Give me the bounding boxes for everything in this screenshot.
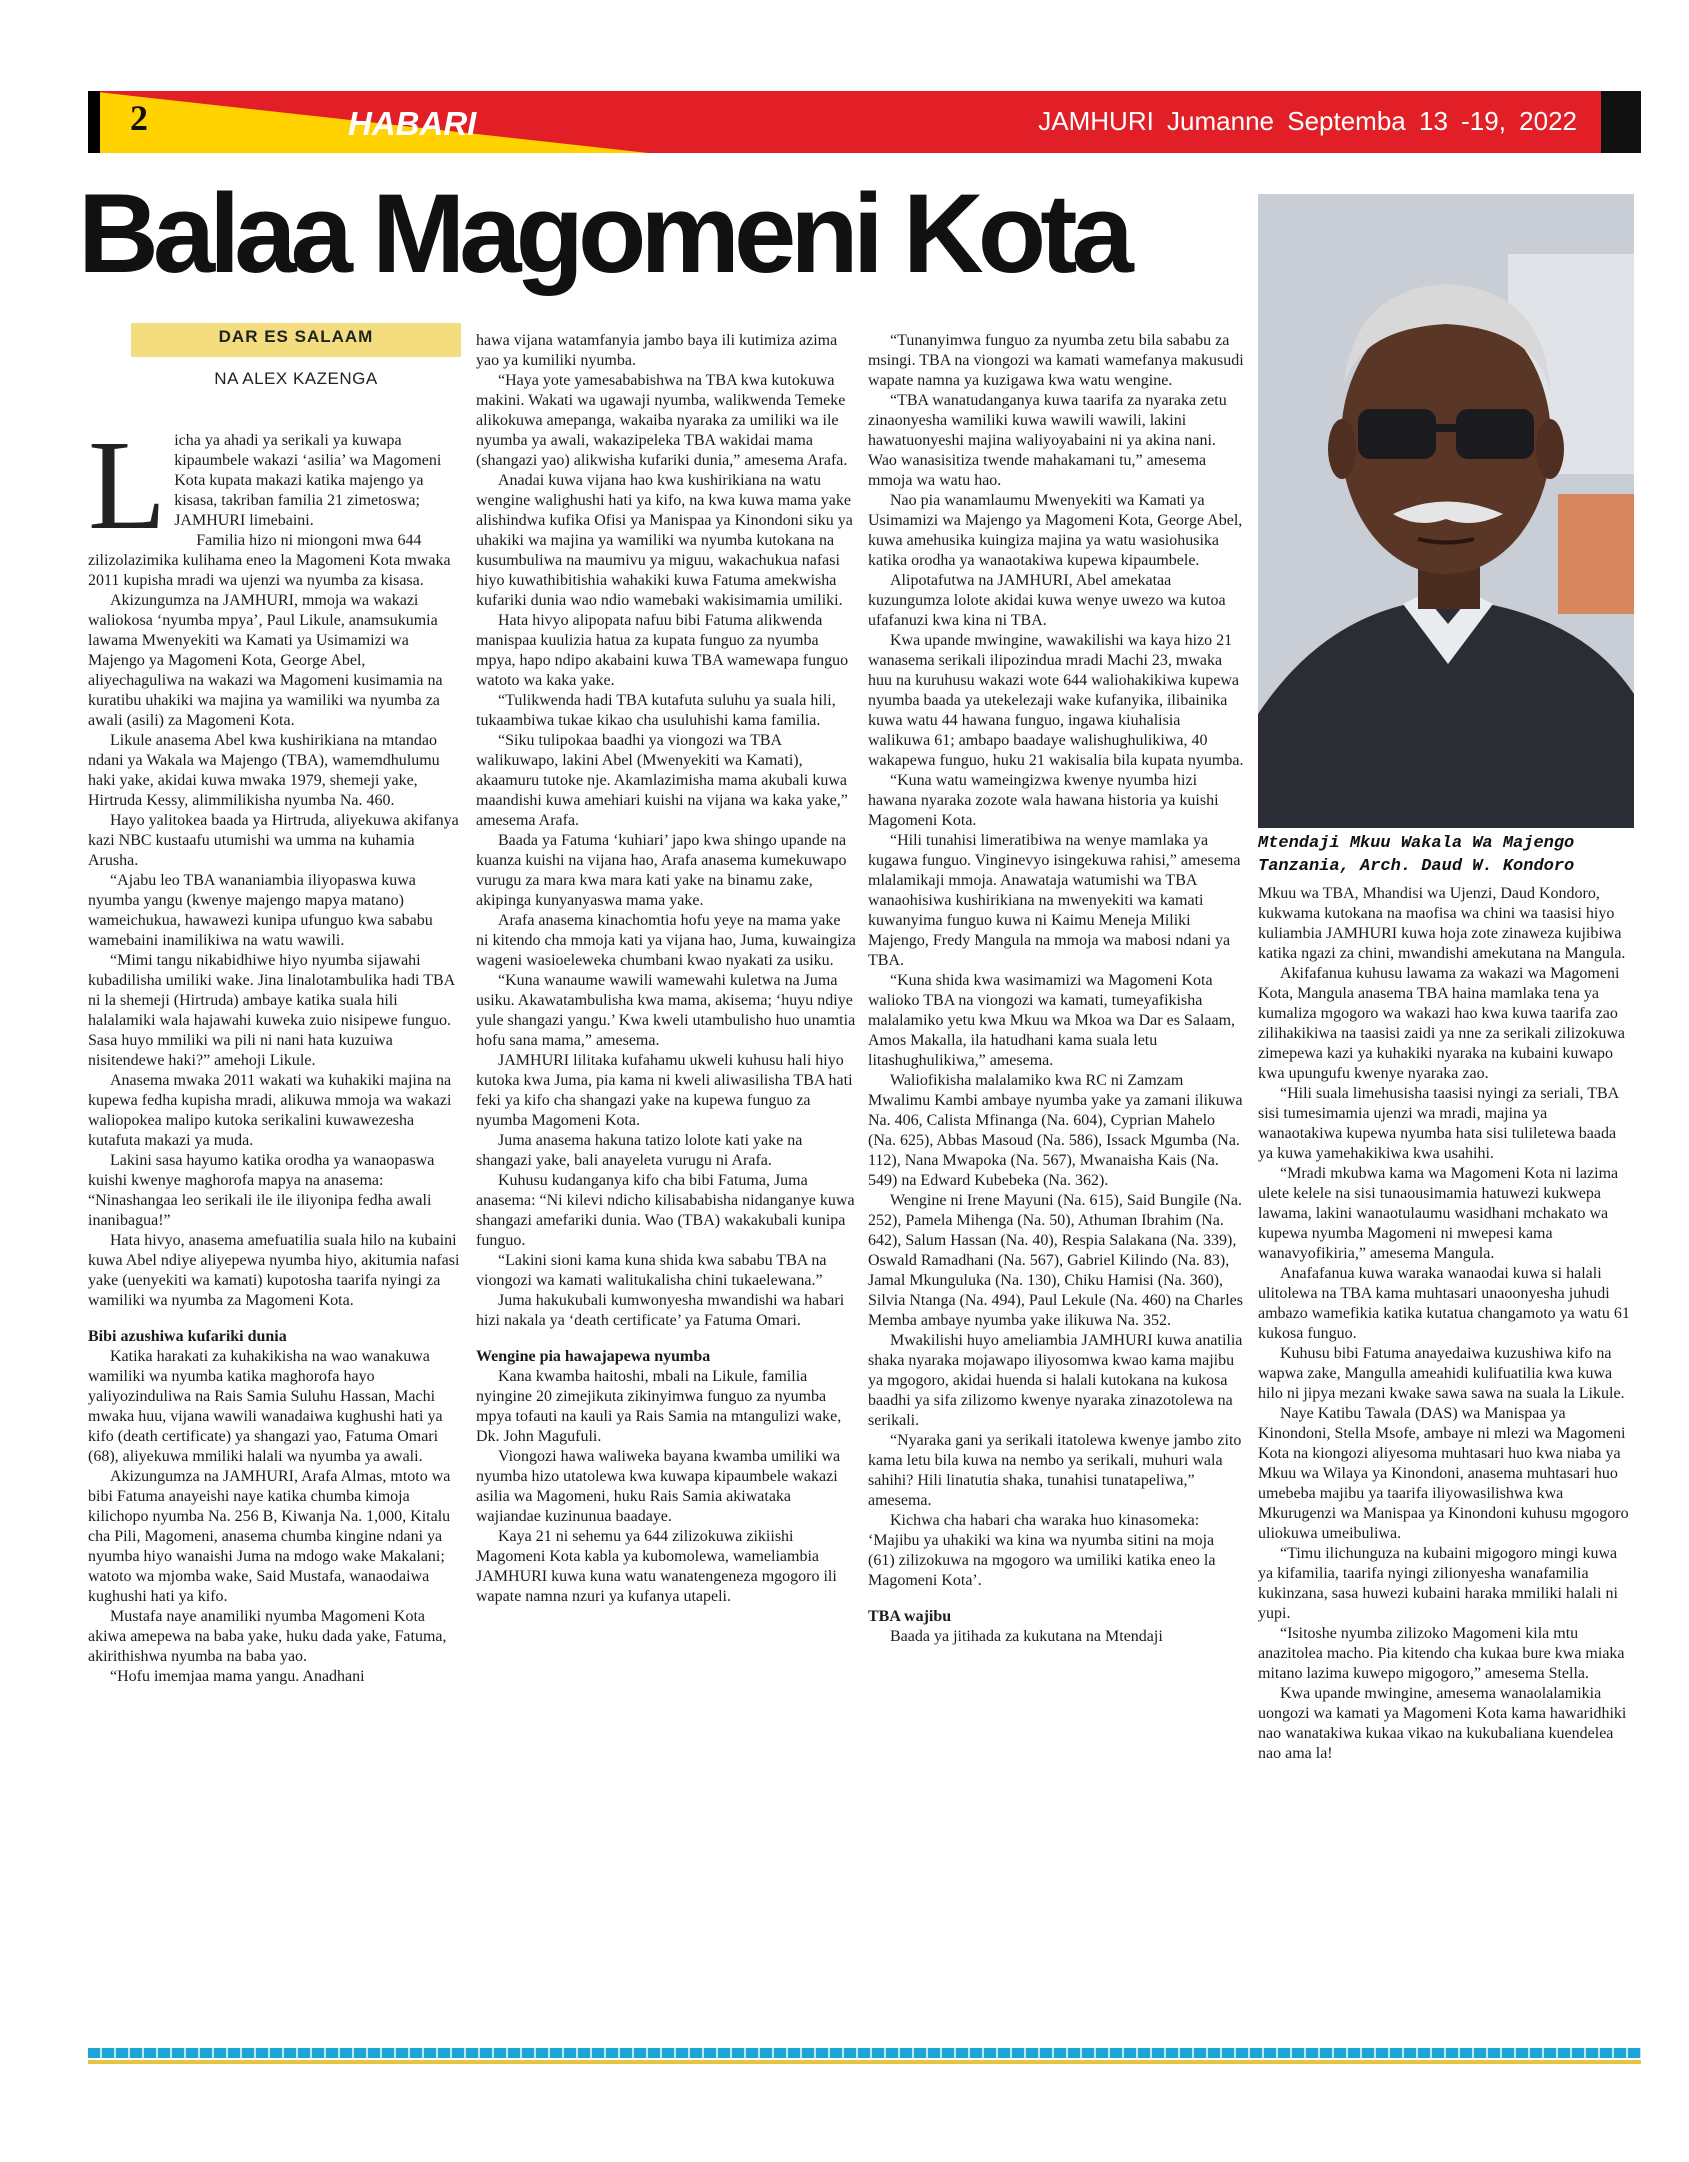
paragraph: “Hili suala limehusisha taasisi nyingi za seriali, TBA sisi tumesimamia ujenzi wa mradi, majina ya wanaotakiwa kupewa nyumba hata sisi tuliletewa baada ya kuwa yamehakikiwa kwa usahihi. (1258, 1085, 1619, 1162)
paragraph: Anasema mwaka 2011 wakati wa kuhakiki majina na kupewa fedha kupisha mradi, alikuwa mmoja wa wakazi waliopokea malipo kutoka serikalini kuwawezesha kutafuta makazi ya muda. (88, 1072, 452, 1149)
paragraph: “Kuna watu wameingizwa kwenye nyumba hizi hawana nyaraka zozote wala hawana historia ya kuishi Magomeni Kota. (868, 772, 1219, 829)
paragraph: “Ajabu leo TBA wananiambia iliyopaswa kuwa nyumba yangu (kwenye majengo mapya matano) wameichukua, hawawezi kunipa ufunguo kwa sababu wamebaini inamilikiwa na watu wawili. (88, 872, 433, 949)
paragraph: Familia hizo ni miongoni mwa 644 zilizolazimika kulihama eneo la Magomeni Kota mwaka 2011 kupisha mradi wa ujenzi wa nyumba za kisasa. (88, 532, 451, 589)
paragraph: “Tulikwenda hadi TBA kutafuta suluhu ya suala hili, tukaambiwa tukae kikao cha usuluhishi kama familia. (476, 692, 836, 729)
paragraph: Kuhusu kudanganya kifo cha bibi Fatuma, Juma anasema: “Ni kilevi ndicho kilisababisha nidanganye kuwa shangazi amefariki dunia. Wao (TBA) wakakubali kunipa funguo. (476, 1172, 855, 1249)
paragraph: Naye Katibu Tawala (DAS) wa Manispaa ya Kinondoni, Stella Msofe, ambaye ni mlezi wa Magomeni Kota na kiongozi aliyesoma muhtasari huo kwa niaba ya Mkuu wa Wilaya ya Kinondoni, anasema muhtasari huo umebeba majibu ya taarifa iliyowasilishwa kwa Mkurugenzi wa Manispaa ya Kinondoni kuhusu mgogoro uliokuwa umeibuliwa. (1258, 1405, 1629, 1542)
paragraph: Baada ya jitihada za kukutana na Mtendaji (890, 1628, 1163, 1645)
paragraph: “Nyaraka gani ya serikali itatolewa kwenye jambo zito kama letu bila kuwa na nembo ya serikali, muhuri wala sahihi? Hili linatutia shaka, tunahisi tunatapeliwa,” amesema. (868, 1432, 1242, 1509)
article-column-4 (1258, 884, 1634, 2016)
paragraph: Anadai kuwa vijana hao kwa kushirikiana na watu wengine walighushi hati ya kifo, na kwa kuwa mama yake alishindwa kufika Ofisi ya Manispaa ya Kinondoni siku ya uhakiki wa majina ya wamiliki wa nyumba kutokana na kusumbuliwa na maumivu ya miguu, wakachukua nafasi hiyo kuwathibitishia wahakiki kuwa Fatuma amekwisha kufariki dunia wao ndio wamebaki wakisimamia umiliki. (476, 472, 853, 609)
paragraph: “Tunanyimwa funguo za nyumba zetu bila sababu za msingi. TBA na viongozi wa kamati wamefanya makusudi wapate namna ya kuzigawa kwa watu wengine. (868, 332, 1244, 389)
paragraph: “Lakini sioni kama kuna shida kwa sababu TBA na viongozi wa kamati walitukalisha chini tukaelewana.” (476, 1252, 827, 1289)
byline: NA ALEX KAZENGA (214, 369, 378, 388)
paragraph: “Kuna shida kwa wasimamizi wa Magomeni Kota walioko TBA na viongozi wa kamati, tumeyafikisha malalamiko yetu kwa Mkuu wa Mkoa wa Dar es Salaam, Amos Makalla, ila hatudhani kama suala letu litashughulikiwa,” amesema. (868, 972, 1236, 1069)
paragraph: Nao pia wanamlaumu Mwenyekiti wa Kamati ya Usimamizi wa Majengo ya Magomeni Kota, George Abel, kuwa amehusika kuingiza majina ya watu wasiohusika katika orodha ya wanaotakiwa kupewa kipaumbele. (868, 492, 1243, 569)
page-number: 2 (130, 98, 148, 138)
section-name: HABARI (348, 105, 477, 142)
portrait-photo (1258, 194, 1634, 828)
article-column-1 (88, 431, 464, 2016)
paragraph: Kwa upande mwingine, wawakilishi wa kaya hizo 21 wanasema serikali ilipozindua mradi Machi 23, mwaka huu na kuruhusu wakazi wote 644 waliohakikiwa kupewa nyumba baada ya utekelezaji wake kufanyika, ilibainika kuwa watu 44 hawana funguo, ingawa kiuhalisia walikuwa 61; ambapo baadaye walishughulikiwa, 40 wakapewa funguo, huku 21 wakisalia bila kupata nyumba. (868, 632, 1244, 769)
paragraph: Juma anasema hakuna tatizo lolote kati yake na shangazi yake, bali anayeleta vurugu ni Arafa. (476, 1132, 803, 1169)
article-column-3 (868, 331, 1244, 2016)
paragraph: Baada ya Fatuma ‘kuhiari’ japo kwa shingo upande na kuanza kuishi na vijana hao, Arafa anasema kumekuwapo vurugu za mara kwa mara kati yake na binamu zake, akipinga kunyanyaswa mama yake. (476, 832, 847, 909)
paragraph: Anafafanua kuwa waraka wanaodai kuwa si halali ulitolewa na TBA kama muhtasari unaoonyesha juhudi ambazo wamefikia katika kutatua changamoto ya watu 61 kukosa funguo. (1258, 1265, 1630, 1342)
lead-paragraph (88, 431, 464, 556)
photo-caption: Mtendaji Mkuu Wakala Wa Majengo Tanzania, Arch. Daud W. Kondoro (1258, 834, 1575, 876)
paragraph: Mwakilishi huyo ameliambia JAMHURI kuwa anatilia shaka nyaraka mojawapo iliyosomwa kwao kama majibu ya mgogoro, akidai huenda si halali kutokana na kukosa baadhi ya sifa zilizomo kwenye nyaraka zinazotolewa na serikali. (868, 1332, 1243, 1429)
dateline: DAR ES SALAAM (218, 327, 374, 346)
paragraph: Katika harakati za kuhakikisha na wao wanakuwa wamiliki wa nyumba katika maghorofa hayo yaliyozinduliwa na Rais Samia Suluhu Hassan, Machi mwaka huu, vijana wawili wanadaiwa kughushi hati ya kifo (death certificate) ya shangazi yao, Fatuma Omari (68), aliyekuwa mmiliki halali wa nyumba ya awali. (88, 1348, 443, 1465)
paragraph: Viongozi hawa waliweka bayana kwamba umiliki wa nyumba hizo utatolewa kwa kuwapa kipaumbele wakazi asilia wa Magomeni, huku Rais Samia akiwataka wajiandae kuzinunua baadaye. (476, 1448, 841, 1525)
page-header (88, 91, 1641, 153)
paragraph: Waliofikisha malalamiko kwa RC ni Zamzam Mwalimu Kambi ambaye nyumba yake ya zamani ilikuwa Na. 406, Calista Mfinanga (Na. 604), Cyprian Mahelo (Na. 625), Abbas Masoud (Na. 586), Issack Mgumba (Na. 112), Nana Mwapoka (Na. 567), Mwanaisha Kais (Na. 549) na Edward Kubebeka (Na. 362). (868, 1072, 1243, 1189)
paragraph: “Timu ilichunguza na kubaini migogoro mingi kuwa ya kifamilia, taarifa nyingi zilionyesha wanafamilia kukinzana, sasa huwezi kubaini haraka mmiliki halali ni yupi. (1258, 1545, 1618, 1622)
footer-stripe-accent (88, 2060, 1641, 2064)
header-black-edge-left (88, 91, 100, 153)
drop-cap: L (88, 431, 167, 556)
paragraph: Kana kwamba haitoshi, mbali na Likule, familia nyingine 20 zimejikuta zikinyimwa funguo za nyumba mpya tofauti na kauli ya Rais Samia na mtangulizi wake, Dk. John Magufuli. (476, 1368, 842, 1445)
paragraph: “Hili tunahisi limeratibiwa na wenye mamlaka ya kugawa funguo. Vinginevyo isingekuwa rahisi,” amesema mlalamikaji mmoja. Anawataja watumishi wa TBA wanaohisiwa kushirikiana na mwenyekiti wa kamati kuwanyima funguo kuwa ni Kaimu Meneja Miliki Majengo, Fredy Mangula na mmoja wa mabosi ndani ya TBA. (868, 832, 1241, 969)
paragraph: Hata hivyo, anasema amefuatilia suala hilo na kubaini kuwa Abel ndiye aliyepewa nyumba hiyo, akitumia nafasi yake (uenyekiti wa kamati) kupotosha taarifa nyingi za wamiliki wa nyumba za Magomeni Kota. (88, 1232, 460, 1309)
paragraph: hawa vijana watamfanyia jambo baya ili kutimiza azima yao ya kumiliki nyumba. (476, 332, 838, 369)
paragraph: Akizungumza na JAMHURI, mmoja wa wakazi waliokosa ‘nyumba mpya’, Paul Likule, anamsukumia lawama Mwenyekiti wa Kamati ya Usimamizi wa Majengo ya Magomeni Kota, George Abel, aliyechaguliwa na wakazi wa Magomeni kusimamia na kuratibu uhakiki wa majina ya wamiliki wa nyumba za awali (asili) za Magomeni Kota. (88, 592, 443, 729)
paragraph: Mkuu wa TBA, Mhandisi wa Ujenzi, Daud Kondoro, kukwama kutokana na maofisa wa chini wa taasisi hiyo kuliambia JAMHURI kuwa hoja zote zinaweza kujibiwa katika ngazi za chini, mwandishi amekutana na Mangula. (1258, 885, 1626, 962)
subheading: Wengine pia hawajapewa nyumba (476, 1348, 711, 1365)
paragraph: Kuhusu bibi Fatuma anayedaiwa kuzushiwa kifo na wapwa zake, Mangulla ameahidi kulifuatilia kwa kuwa hilo ni jipya mezani kwake sawa sawa na suala la Likule. (1258, 1345, 1625, 1402)
paragraph: Hayo yalitokea baada ya Hirtruda, aliyekuwa akifanya kazi NBC kustaafu utumishi wa umma na kuhamia Arusha. (88, 812, 459, 869)
paragraph: “Siku tulipokaa baadhi ya viongozi wa TBA walikuwapo, lakini Abel (Mwenyekiti wa Kamati), akaamuru tutoke nje. Akamlazimisha mama akubali kuwa maandishi kuwa amehiari kuishi na vijana wa kaka yake,” amesema Arafa. (476, 732, 848, 829)
paragraph: Arafa anasema kinachomtia hofu yeye na mama yake ni kitendo cha mmoja kati ya vijana hao, Juma, kuwaingiza wageni wasioeleweka chumbani kwao nyakati za usiku. (476, 912, 856, 969)
paragraph: Kaya 21 ni sehemu ya 644 zilizokuwa zikiishi Magomeni Kota kabla ya kubomolewa, wameliambia JAMHURI kuwa kuna watu wanatengeneza mgogoro ili wapate namna nzuri ya kufanya utapeli. (476, 1528, 837, 1605)
paragraph: “Mimi tangu nikabidhiwe hiyo nyumba sijawahi kubadilisha umiliki wake. Jina linalotambulika hadi TBA ni la shemeji (Hirtruda) ambaye katika suala hili halalamiki wala hajawahi kuweka zuio nisipewe funguo. Sasa huyo mmiliki wa pili ni nani hata kuzuiwa nisitendewe haki?” amehoji Likule. (88, 952, 455, 1069)
paragraph: Hata hivyo alipopata nafuu bibi Fatuma alikwenda manispaa kuulizia hatua za kupata funguo za nyumba mpya, hapo ndipo akabaini kuwa TBA wamewapa funguo watoto wa kaka yake. (476, 612, 849, 689)
paragraph: “Kuna wanaume wawili wamewahi kuletwa na Juma usiku. Akawatambulisha kwa mama, akisema; ‘huyu ndiye yule shangazi yangu.’ Kwa kweli utambulisho huo unamtia hofu sana mama,” amesema. (476, 972, 856, 1049)
paragraph: Likule anasema Abel kwa kushirikiana na mtandao ndani ya Wakala wa Majengo (TBA), wamemdhulumu haki yake, akidai kuwa mwaka 1979, shemeji yake, Hirtruda Kessy, alimmilikisha nyumba Na. 460. (88, 732, 440, 809)
paragraph: Mustafa naye anamiliki nyumba Magomeni Kota akiwa amepewa na baba yake, huku dada yake, Fatuma, akirithishwa nyumba na baba yao. (88, 1608, 447, 1665)
paragraph: Lakini sasa hayumo katika orodha ya wanaopaswa kuishi kwenye maghorofa mapya na anasema: “Ninashangaa leo serikali ile ile iliyonipa fedha awali inanibagua!” (88, 1152, 435, 1229)
paragraph: Akifafanua kuhusu lawama za wakazi wa Magomeni Kota, Mangula anasema TBA haina mamlaka tena ya kumaliza mgogoro wa wakazi hao kwa kuwa taarifa zao zilihakikiwa na taasisi zaidi ya nne za serikali zilizokuwa zimepewa kazi ya kuhakiki nyaraka na kubaini kuwapo kwa upungufu kwenye nyaraka zao. (1258, 965, 1625, 1082)
paragraph: Alipotafutwa na JAMHURI, Abel amekataa kuzungumza lolote akidai kuwa wenye uwezo wa kutoa ufafanuzi kwa kina ni TBA. (868, 572, 1226, 629)
paragraph: Akizungumza na JAMHURI, Arafa Almas, mtoto wa bibi Fatuma anayeishi naye katika chumba kimoja kilichopo nyumba Na. 256 B, Kiwanja Na. 1,000, Kitalu cha Pili, Magomeni, anasema chumba kingine ndani ya nyumba hiyo wanaishi Juma na mdogo wake Makalani; watoto wa mjomba wake, Said Mustafa, wanaodaiwa kughushi hati ya kifo. (88, 1468, 451, 1605)
paragraph: Wengine ni Irene Mayuni (Na. 615), Said Bungile (Na. 252), Pamela Mihenga (Na. 50), Athuman Ibrahim (Na. 642), Salum Hassan (Na. 40), Respia Salakana (Na. 339), Oswald Ramadhani (Na. 567), Gabriel Kilindo (Na. 83), Jamal Mkunguluka (Na. 130), Chiku Hamisi (Na. 360), Silvia Ntanga (Na. 494), Paul Lekule (Na. 460) na Charles Memba ambaye nyumba yake ilikuwa Na. 352. (868, 1192, 1244, 1329)
article-headline: Balaa Magomeni Kota (78, 171, 1128, 296)
paragraph: “TBA wanatudanganya kuwa taarifa za nyaraka zetu zinaonyesha wamiliki kuwa wawili wawili, lakini hawatuonyeshi majina waliyoyabaini ni ya akina nani. Wao wanasisitiza twende mahakamani tu,” amesema mmoja wa watu hao. (868, 392, 1227, 489)
lead-text: icha ya ahadi ya serikali ya kuwapa kipaumbele wakazi ‘asilia’ wa Magomeni Kota kupata makazi katika majengo ya kisasa, takriban familia 21 zimetoswa; JAMHURI limebaini. (174, 432, 442, 529)
paragraph: “Mradi mkubwa kama wa Magomeni Kota ni lazima ulete kelele na sisi tunaousimamia hatuwezi kukwepa lawama, lakini wanaotulaumu wasidhani mchakato wa kupewa nyumba Magomeni ni mwepesi kama wanavyofikiria,” amesema Mangula. (1258, 1165, 1619, 1262)
portrait-illustration (1258, 194, 1634, 828)
paragraph: Kichwa cha habari cha waraka huo kinasomeka: ‘Majibu ya uhakiki wa kina wa nyumba sitini na moja (61) zilizokuwa na mgogoro wa umiliki katika eneo la Magomeni Kota’. (868, 1512, 1216, 1589)
footer-stripe (88, 2048, 1641, 2058)
subheading: Bibi azushiwa kufariki dunia (88, 1328, 287, 1345)
paragraph: “Haya yote yamesababishwa na TBA kwa kutokuwa makini. Wakati wa ugawaji nyumba, walikwenda Temeke alikokuwa amepanga, wakaiba nyaraka za umiliki wa ile nyumba ya awali, wakazipeleka TBA wakidai mama (shangazi yao) alikwisha kufariki dunia,” amesema Arafa. (476, 372, 848, 469)
edition-date: JAMHURI Jumanne Septemba 13 -19, 2022 (1038, 106, 1577, 136)
paragraph: Juma hakukubali kumwonyesha mwandishi wa habari hizi nakala ya ‘death certificate’ ya Fatuma Omari. (476, 1292, 845, 1329)
subheading: TBA wajibu (868, 1608, 952, 1625)
paragraph: JAMHURI lilitaka kufahamu ukweli kuhusu hali hiyo kutoka kwa Juma, pia kama ni kweli aliwasilisha TBA hati feki ya kifo cha shangazi yake na kupewa funguo za nyumba Magomeni Kota. (476, 1052, 853, 1129)
paragraph: Kwa upande mwingine, amesema wanaolalamikia uongozi wa kamati ya Magomeni Kota kama hawaridhiki nao wanatakiwa kukaa vikao na kukubaliana kuendelea nao ama la! (1258, 1685, 1627, 1762)
article-column-2 (476, 331, 856, 2016)
header-black-edge-right (1601, 91, 1641, 153)
paragraph: “Hofu imemjaa mama yangu. Anadhani (110, 1668, 365, 1685)
paragraph: “Isitoshe nyumba zilizoko Magomeni kila mtu anazitolea macho. Pia kitendo cha kukaa bure kwa miaka mitano lazima kuwepo migogoro,” amesema Stella. (1258, 1625, 1625, 1682)
